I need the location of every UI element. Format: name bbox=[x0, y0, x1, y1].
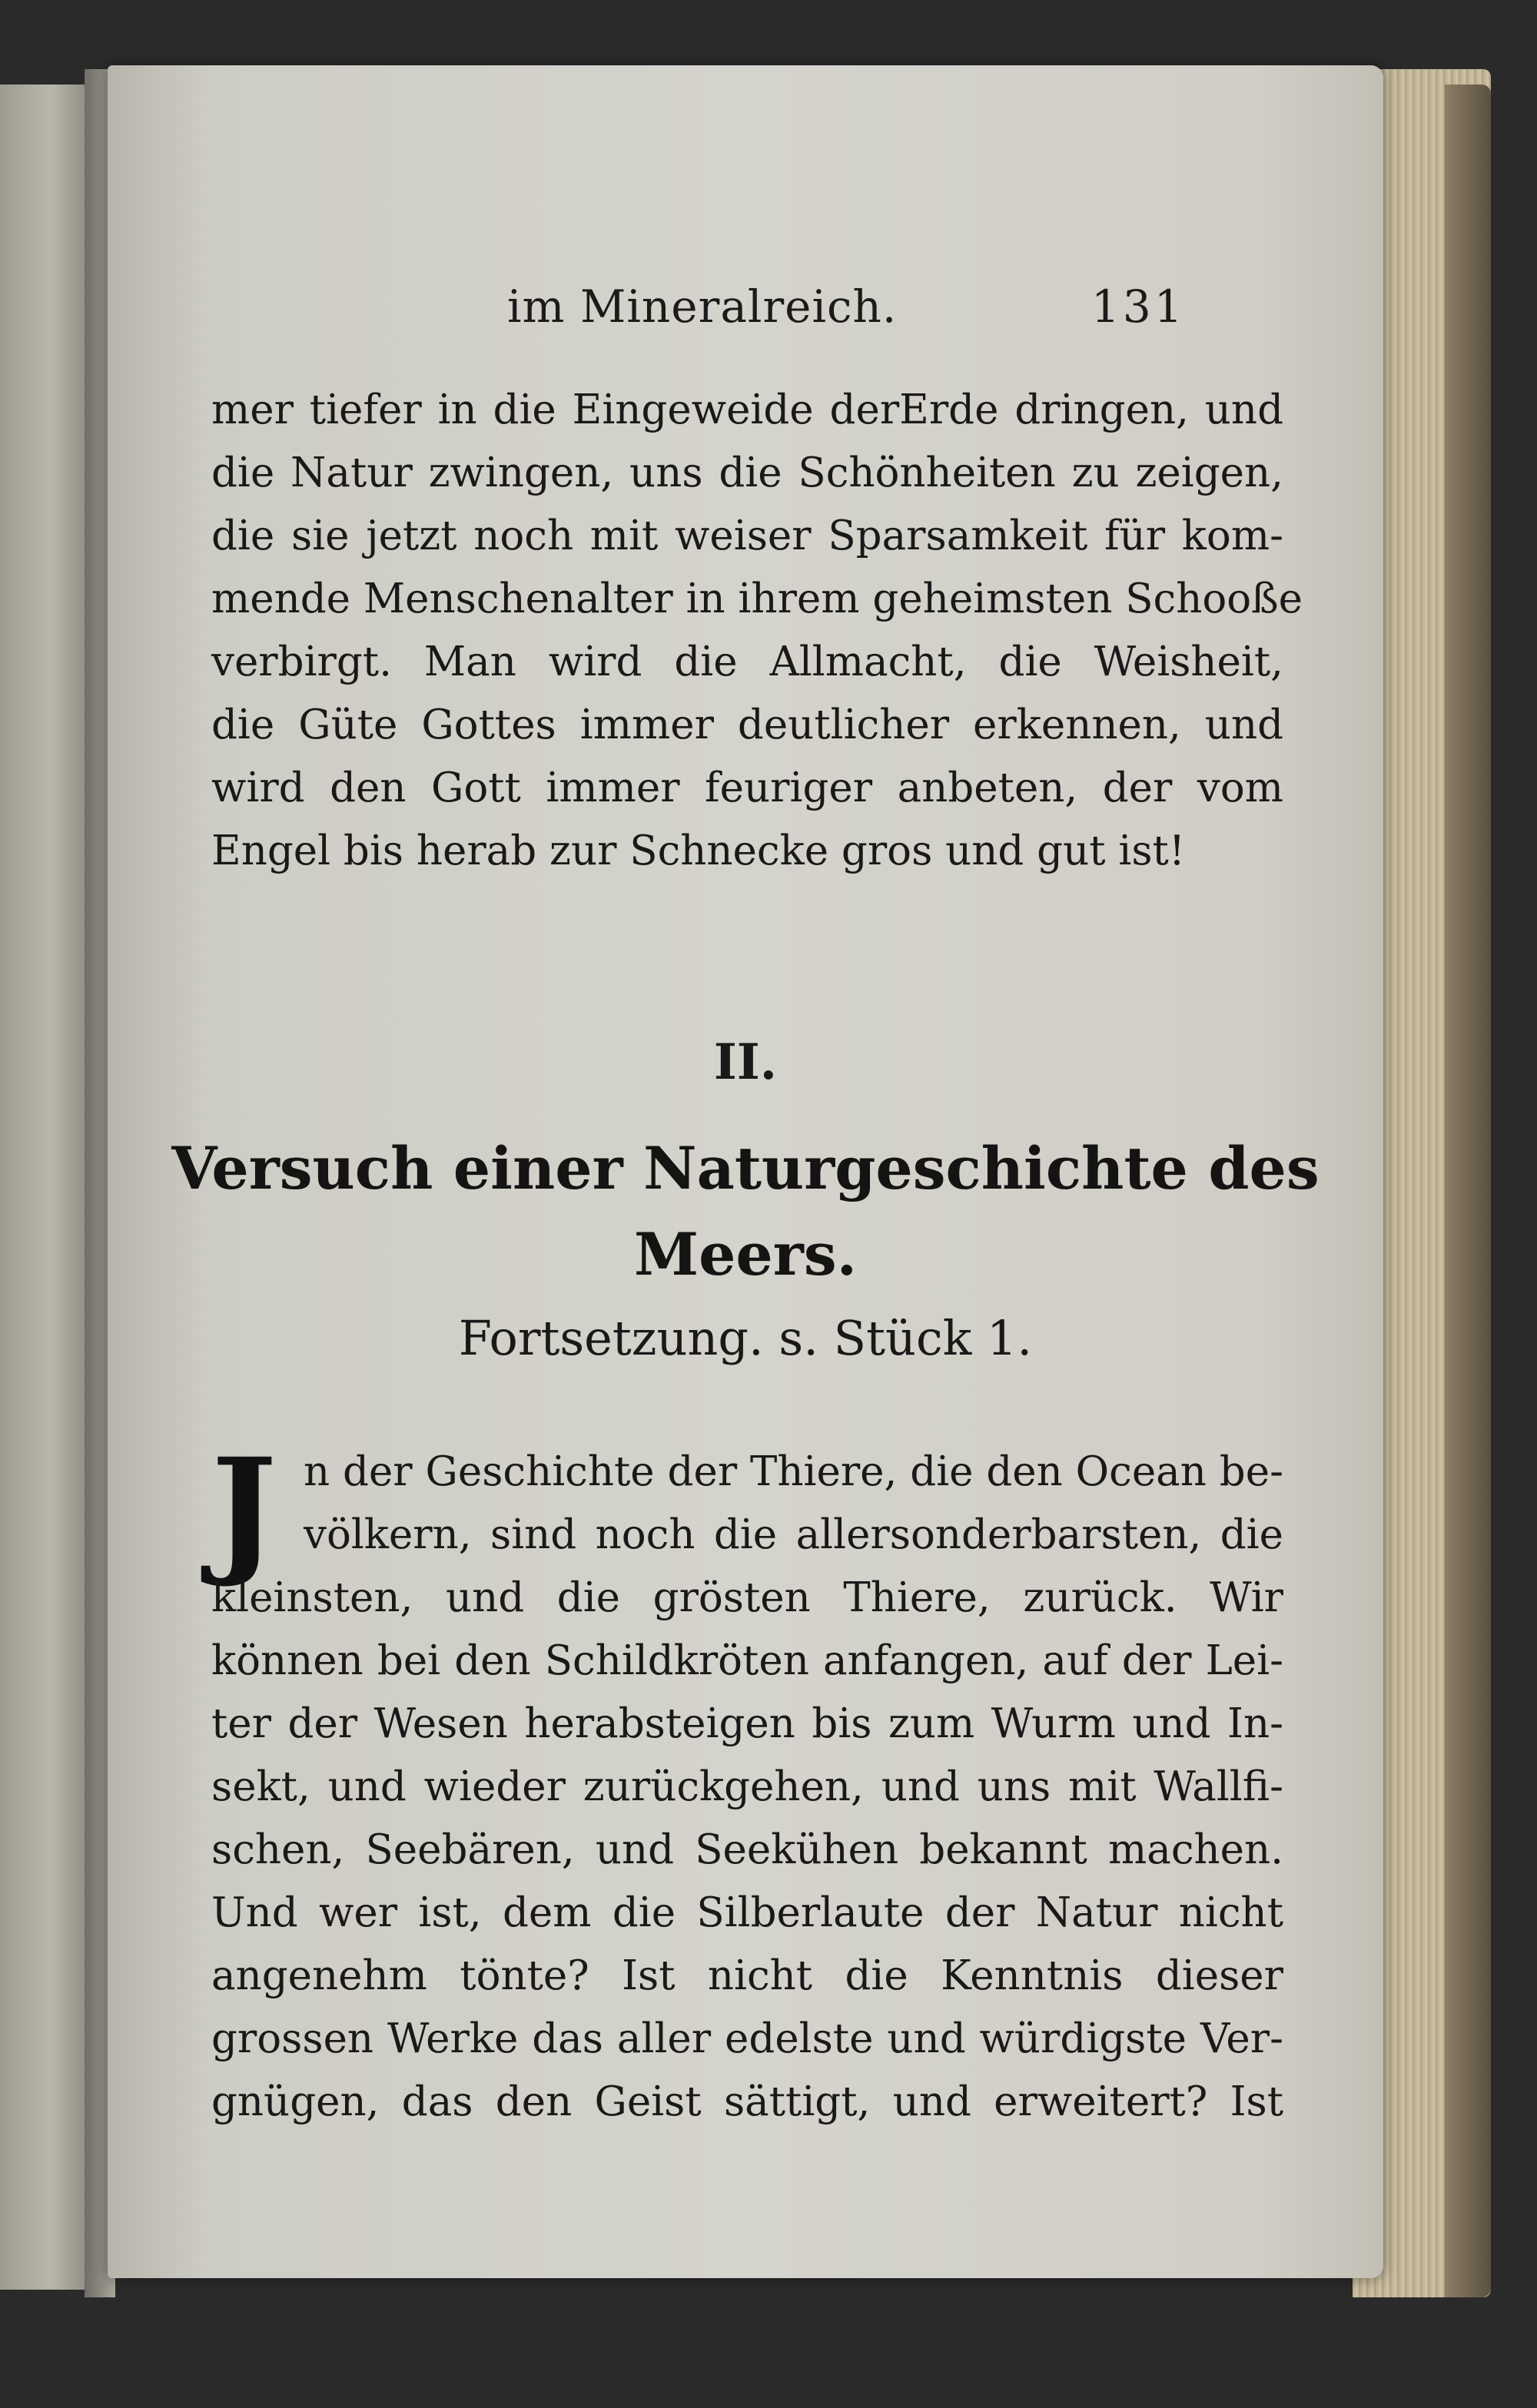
text-line: kleinsten, und die grösten Thiere, zurück. Wir bbox=[211, 1574, 1283, 1621]
facing-page-edge bbox=[0, 85, 92, 2290]
text-line: ter der Wesen herabsteigen bis zum Wurm und In- bbox=[211, 1700, 1283, 1747]
text-line: wird den Gott immer feuriger anbeten, der vom bbox=[211, 765, 1283, 811]
text-line: n der Geschichte der Thiere, die den Ocean be- bbox=[304, 1448, 1283, 1495]
section-title-line: Versuch einer Naturgeschichte des bbox=[171, 1134, 1320, 1202]
text-line: die Natur zwingen, uns die Schönheiten zu zeigen, bbox=[211, 449, 1283, 496]
running-head bbox=[108, 280, 1383, 342]
text-line: gnügen, das den Geist sättigt, und erweitert? Ist bbox=[211, 2078, 1283, 2125]
text-line: schen, Seebären, und Seekühen bekannt machen. bbox=[211, 1826, 1283, 1873]
text-line: Und wer ist, dem die Silberlaute der Natur nicht bbox=[211, 1889, 1283, 1936]
drop-cap: J bbox=[211, 1428, 277, 1590]
text-line: können bei den Schildkröten anfangen, auf der Lei- bbox=[211, 1637, 1283, 1684]
section-title bbox=[108, 1126, 1383, 1298]
section-number: II. bbox=[713, 1033, 778, 1091]
book-page bbox=[108, 65, 1383, 2278]
text-line: angenehm tönte? Ist nicht die Kenntnis dieser bbox=[211, 1952, 1283, 1999]
section-title-line: Meers. bbox=[633, 1220, 858, 1289]
text-line: verbirgt. Man wird die Allmacht, die Weisheit, bbox=[211, 638, 1283, 685]
page-number: 131 bbox=[1091, 280, 1186, 333]
book-cover-edge bbox=[1445, 85, 1491, 2297]
text-line: die sie jetzt noch mit weiser Sparsamkeit für kom- bbox=[211, 512, 1283, 559]
paragraph-body bbox=[211, 1428, 1283, 2134]
text-line: sekt, und wieder zurückgehen, und uns mit Wallfi- bbox=[211, 1763, 1283, 1810]
section-subtitle: Fortsetzung. s. Stück 1. bbox=[458, 1310, 1033, 1366]
text-line: Engel bis herab zur Schnecke gros und gut ist! bbox=[211, 828, 1186, 874]
text-line: grossen Werke das aller edelste und würdigste Ver- bbox=[211, 2015, 1283, 2062]
text-line: völkern, sind noch die allersonderbarsten, die bbox=[304, 1511, 1283, 1558]
paragraph-continued bbox=[211, 379, 1303, 883]
text-line: mende Menschenalter in ihrem geheimsten Schooße bbox=[211, 575, 1303, 622]
text-line: mer tiefer in die Eingeweide derErde dringen, und bbox=[211, 386, 1283, 433]
text-line: die Güte Gottes immer deutlicher erkennen, und bbox=[211, 702, 1283, 748]
running-head-title: im Mineralreich. bbox=[507, 280, 898, 333]
